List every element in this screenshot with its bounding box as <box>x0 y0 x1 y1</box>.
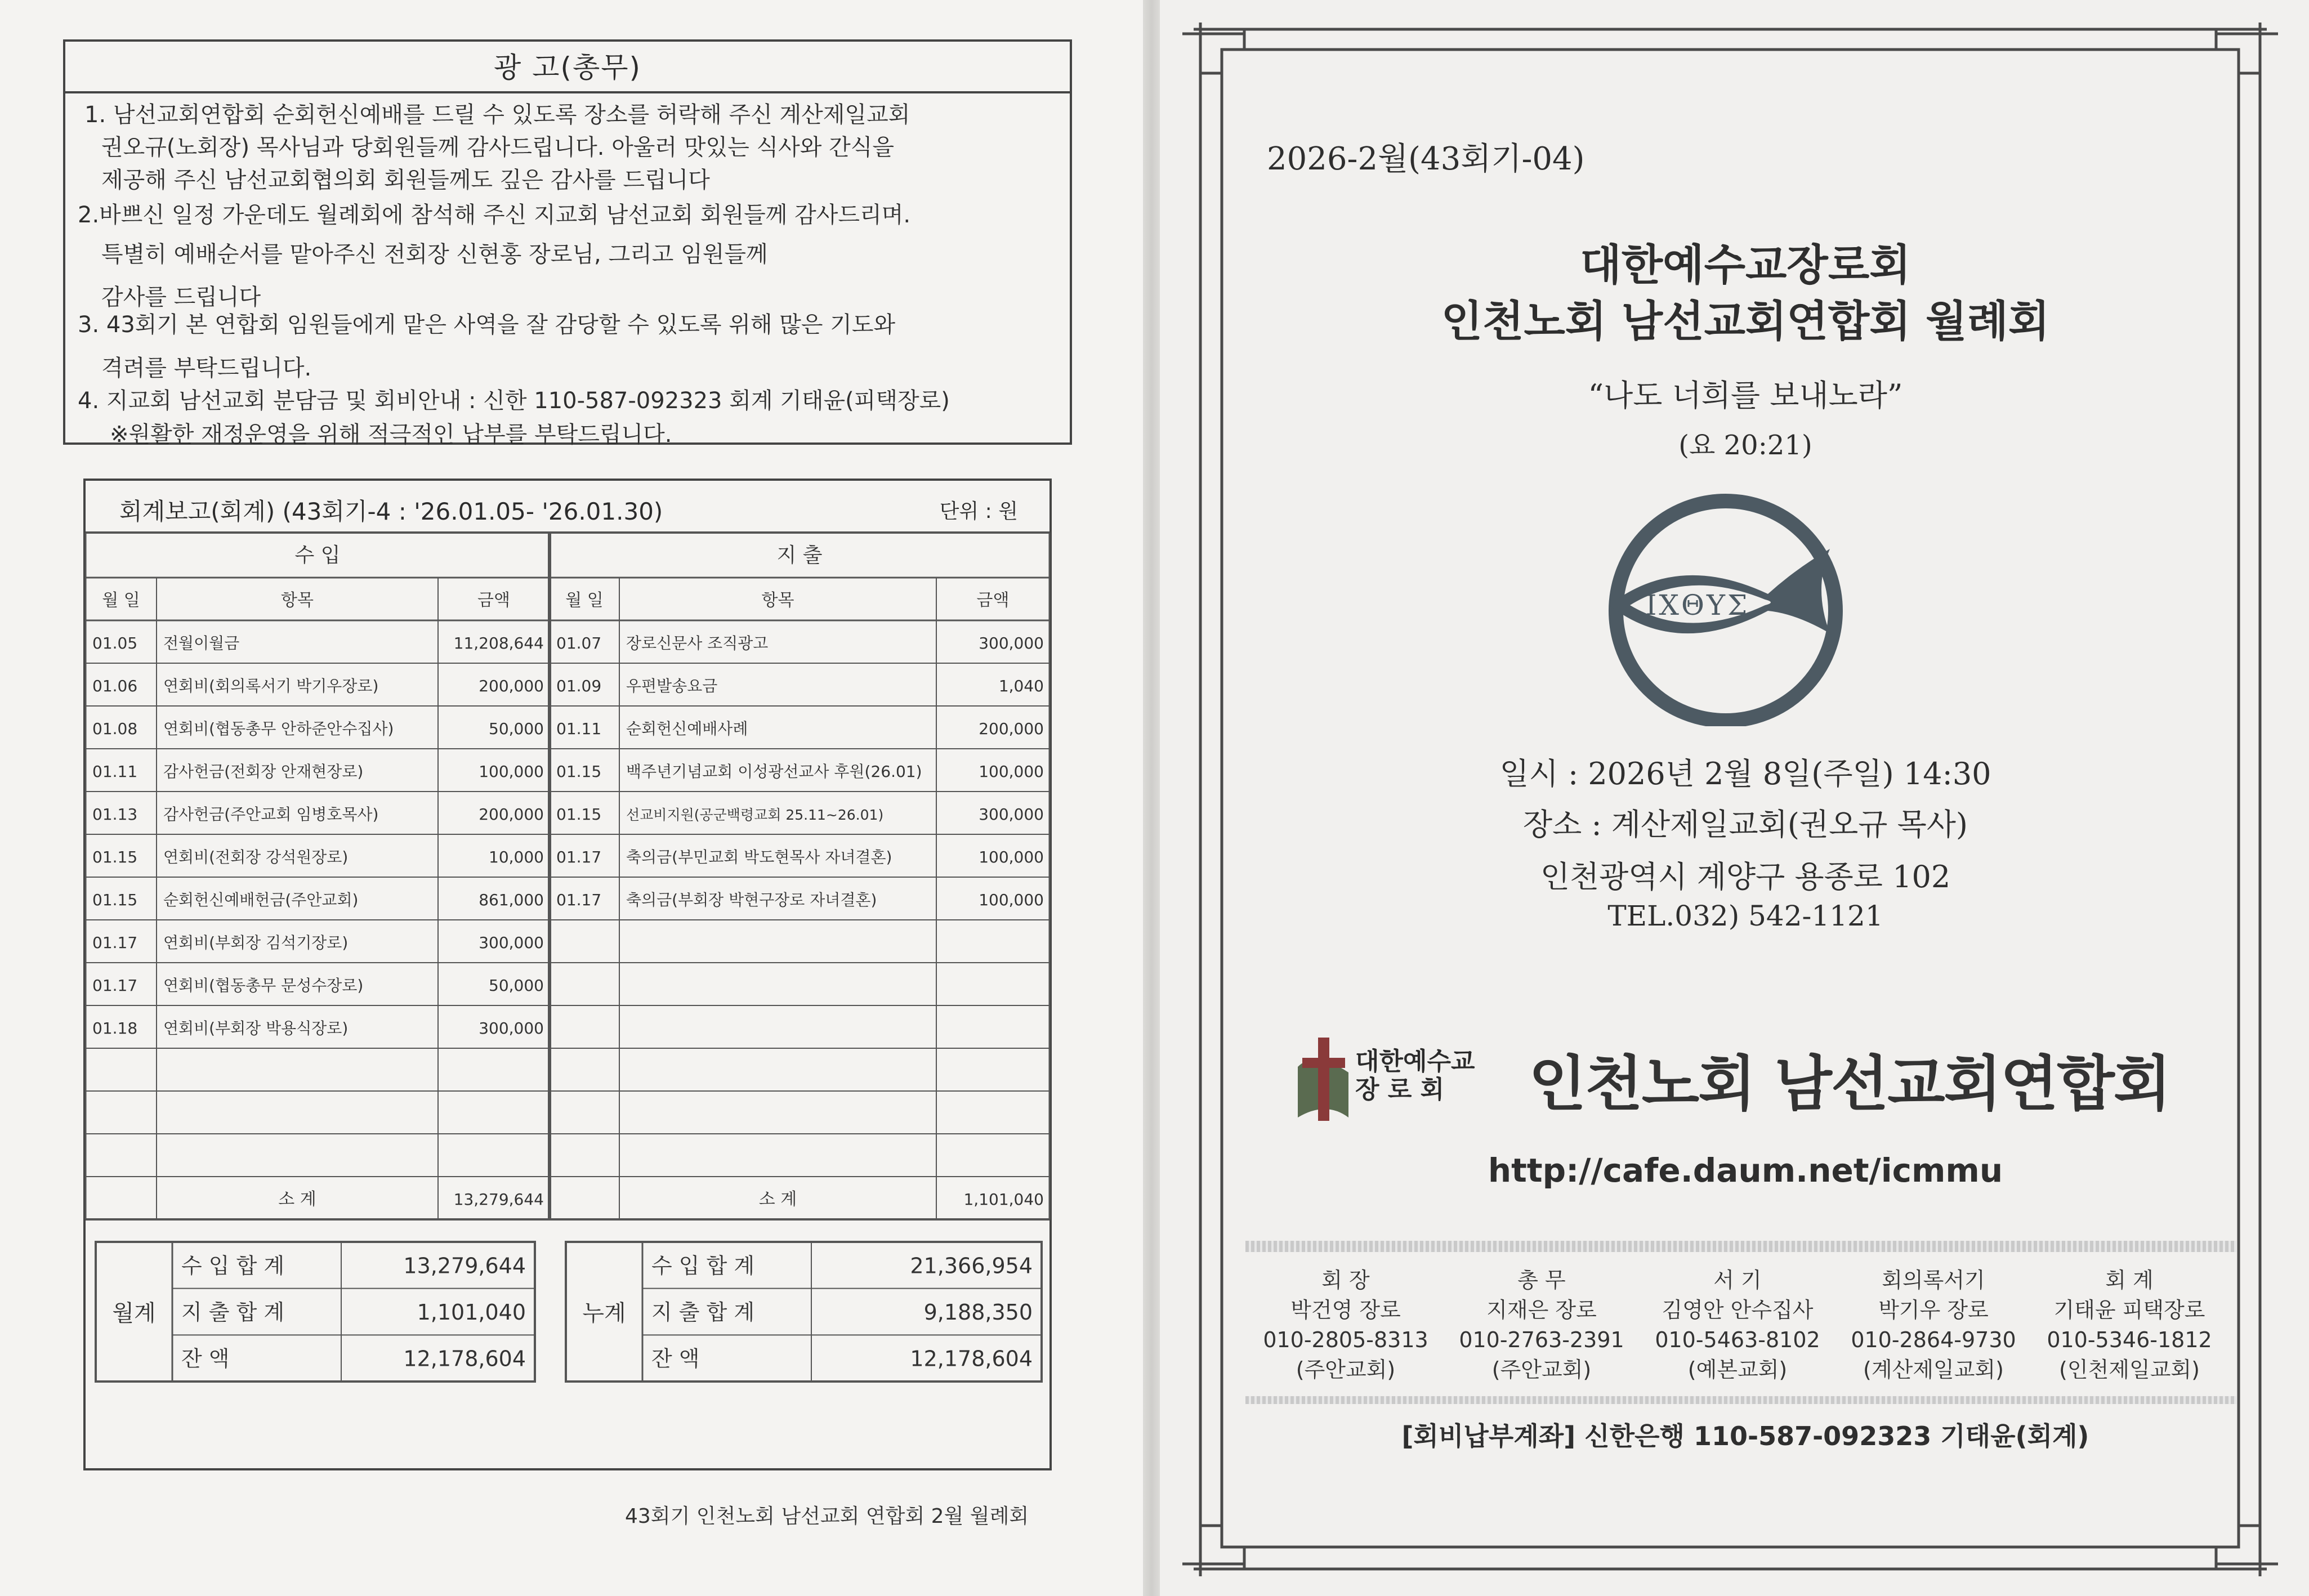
monthly-summary-row-value: 1,101,040 <box>417 1300 526 1325</box>
income-amount: 200,000 <box>479 805 544 824</box>
income-item: 연회비(회의록서기 박기우장로) <box>163 677 379 695</box>
report-title: 회계보고(회계) (43회기-4 : '26.01.05- '26.01.30) <box>119 498 663 525</box>
officer-name: 기태윤 피택장로 <box>2053 1298 2205 1322</box>
report-unit: 단위 : 원 <box>939 500 1018 523</box>
subtotal-label: 소 계 <box>278 1190 316 1209</box>
officer-card <box>1642 1266 1833 1385</box>
announcement-title: 광 고(총무) <box>65 42 1070 93</box>
announcement-line: 격려를 부탁드립니다. <box>101 355 312 381</box>
dues-account: [회비납부계좌] 신한은행 110-587-092323 기태윤(회계) <box>1401 1421 2089 1451</box>
announcement-line: 3. 43회기 본 연합회 임원들에게 맡은 사역을 잘 감당할 수 있도록 위해 많은 기도와 <box>78 312 896 338</box>
officer-name: 박기우 장로 <box>1878 1298 1989 1322</box>
income-date: 01.08 <box>92 719 138 738</box>
expense-amount: 100,000 <box>979 848 1044 866</box>
monthly-summary-row-value: 12,178,604 <box>403 1346 526 1371</box>
income-date: 01.06 <box>92 677 138 695</box>
monthly-summary-row-label: 지 출 합 계 <box>181 1300 285 1325</box>
officer-name: 지재은 장로 <box>1486 1298 1597 1322</box>
officer-card <box>1446 1266 1637 1385</box>
expense-header: 지 출 <box>776 544 823 567</box>
event-place: 장소 : 계산제일교회(권오규 목사) <box>1523 807 1968 842</box>
announcement-line: 2.바쁘신 일정 가운데도 월례회에 참석해 주신 지교회 남선교회 회원들께 감사드리며. <box>78 202 911 228</box>
income-date: 01.17 <box>92 933 138 952</box>
officer-phone: 010-5463-8102 <box>1655 1327 1820 1352</box>
income-item: 연회비(부회장 김석기장로) <box>163 933 349 952</box>
cumulative-summary-row-value: 21,366,954 <box>910 1253 1033 1278</box>
officer-role: 회 장 <box>1321 1268 1370 1293</box>
officer-card <box>2034 1266 2225 1385</box>
income-amount: 300,000 <box>479 1019 544 1038</box>
column-header: 항목 <box>761 591 794 610</box>
income-amount: 50,000 <box>489 719 544 738</box>
union-small-line: 장 로 회 <box>1355 1075 1445 1104</box>
issue-number: 2026-2월(43회기-04) <box>1267 141 1585 177</box>
expense-amount: 100,000 <box>979 762 1044 781</box>
officer-card <box>1250 1266 1441 1385</box>
income-amount: 100,000 <box>479 762 544 781</box>
subtotal-label: 소 계 <box>758 1190 797 1209</box>
expense-amount: 300,000 <box>979 634 1044 652</box>
expense-item: 축의금(부민교회 박도현목사 자녀결혼) <box>626 848 892 866</box>
expense-date: 01.11 <box>556 719 602 738</box>
income-item: 감사헌금(주안교회 임병호목사) <box>163 805 379 824</box>
income-item: 연회비(전회장 강석원장로) <box>163 848 349 866</box>
announcement-line: ※원활한 재정운영을 위해 적극적인 납부를 부탁드립니다. <box>110 422 672 448</box>
expense-date: 01.07 <box>556 634 602 652</box>
event-phone: TEL.032) 542-1121 <box>1607 900 1883 932</box>
expense-item: 장로신문사 조직광고 <box>626 634 769 652</box>
income-item: 감사헌금(전회장 안재현장로) <box>163 762 364 781</box>
monthly-summary-row-label: 잔 액 <box>181 1346 230 1371</box>
union-name: 인천노회 남선교회연합회 <box>1529 1049 2170 1119</box>
expense-amount: 1,040 <box>998 677 1044 695</box>
monthly-summary-row-value: 13,279,644 <box>403 1253 526 1278</box>
cumulative-summary-label: 누계 <box>582 1300 626 1326</box>
cumulative-summary-row-value: 9,188,350 <box>923 1300 1033 1325</box>
page-fold <box>1143 0 1160 1596</box>
officer-phone: 010-2805-8313 <box>1263 1327 1428 1352</box>
income-date: 01.13 <box>92 805 138 824</box>
income-amount: 200,000 <box>479 677 544 695</box>
column-header: 금액 <box>976 591 1010 610</box>
officer-divider <box>1245 1241 2236 1252</box>
expense-amount: 300,000 <box>979 805 1044 824</box>
officer-role: 서 기 <box>1713 1268 1762 1293</box>
organization-name: 대한예수교장로회 <box>1580 240 1911 290</box>
officer-card <box>1838 1266 2029 1385</box>
officer-phone: 010-2864-9730 <box>1851 1327 2016 1352</box>
event-address: 인천광역시 계양구 용종로 102 <box>1540 859 1951 895</box>
income-amount: 50,000 <box>489 976 544 995</box>
cafe-link[interactable]: http://cafe.daum.net/icmmu <box>1488 1151 2003 1190</box>
income-item: 연회비(부회장 박용식장로) <box>163 1019 349 1038</box>
income-item: 연회비(협동총무 문성수장로) <box>163 976 364 995</box>
expense-item: 선교비지원(공군백령교회 25.11~26.01) <box>626 807 884 823</box>
officer-name: 김영안 안수집사 <box>1662 1298 1814 1322</box>
income-header: 수 입 <box>294 544 341 567</box>
income-item: 연회비(협동총무 안하준안수집사) <box>163 719 394 738</box>
officer-role: 총 무 <box>1517 1268 1566 1293</box>
expense-amount: 200,000 <box>979 719 1044 738</box>
cumulative-summary-row-label: 지 출 합 계 <box>651 1300 755 1325</box>
cumulative-summary-row-label: 잔 액 <box>651 1346 700 1371</box>
income-date: 01.18 <box>92 1019 138 1038</box>
announcement-line: 1. 남선교회연합회 순회헌신예배를 드릴 수 있도록 장소를 허락해 주신 계산제일교회 <box>84 102 910 128</box>
event-date: 일시 : 2026년 2월 8일(주일) 14:30 <box>1499 756 1991 792</box>
event-title: 인천노회 남선교회연합회 월례회 <box>1441 296 2050 346</box>
announcement-line: 4. 지교회 남선교회 분담금 및 회비안내 : 신한 110-587-092323 회계 기태윤(피택장로) <box>78 388 950 414</box>
income-amount: 861,000 <box>479 891 544 909</box>
expense-item: 축의금(부회장 박현구장로 자녀결혼) <box>626 891 877 909</box>
column-header: 월 일 <box>102 591 140 610</box>
monthly-summary-row-label: 수 입 합 계 <box>181 1253 285 1278</box>
income-date: 01.11 <box>92 762 138 781</box>
announcement-line: 특별히 예배순서를 맡아주신 전회장 신현홍 장로님, 그리고 임원들께 <box>101 242 768 267</box>
expense-amount: 100,000 <box>979 891 1044 909</box>
union-small-label <box>1355 1048 1475 1104</box>
page-footer: 43회기 인천노회 남선교회 연합회 2월 월례회 <box>625 1505 1029 1528</box>
expense-date: 01.17 <box>556 891 602 909</box>
cumulative-summary-row-label: 수 입 합 계 <box>651 1253 755 1278</box>
motto: “나도 너희를 보내노라” <box>1588 378 1903 413</box>
expense-date: 01.17 <box>556 848 602 866</box>
motto-reference: (요 20:21) <box>1678 430 1812 461</box>
officer-church: (인천제일교회) <box>2059 1357 2200 1382</box>
income-date: 01.05 <box>92 634 138 652</box>
announcement-line: 제공해 주신 남선교회협의회 회원들께도 깊은 감사를 드립니다 <box>101 167 710 193</box>
income-amount: 300,000 <box>479 933 544 952</box>
income-date: 01.15 <box>92 848 138 866</box>
income-subtotal: 13,279,644 <box>453 1190 544 1209</box>
officer-role: 회의록서기 <box>1882 1268 1985 1293</box>
officer-phone: 010-2763-2391 <box>1459 1327 1624 1352</box>
expense-item: 우편발송요금 <box>626 677 718 695</box>
logo-text: IXΘΥΣ <box>1645 589 1750 622</box>
expense-item: 순회헌신예배사례 <box>626 719 748 738</box>
cross-icon <box>1292 1033 1354 1123</box>
officer-role: 회 계 <box>2105 1268 2154 1293</box>
union-logo <box>1292 1033 2187 1123</box>
officer-church: (예본교회) <box>1687 1357 1788 1382</box>
income-amount: 11,208,644 <box>453 634 544 652</box>
income-item: 순회헌신예배헌금(주안교회) <box>163 891 359 909</box>
officer-church: (주안교회) <box>1296 1357 1396 1382</box>
income-item: 전월이월금 <box>163 634 240 652</box>
officer-name: 박건영 장로 <box>1290 1298 1401 1322</box>
expense-date: 01.15 <box>556 805 602 824</box>
cumulative-summary-row-value: 12,178,604 <box>910 1346 1033 1371</box>
ledger-table <box>0 0 1143 1596</box>
expense-subtotal: 1,101,040 <box>963 1190 1044 1209</box>
expense-date: 01.15 <box>556 762 602 781</box>
income-date: 01.17 <box>92 976 138 995</box>
officer-church: (계산제일교회) <box>1863 1357 2004 1382</box>
income-amount: 10,000 <box>489 848 544 866</box>
column-header: 항목 <box>281 591 314 610</box>
column-header: 월 일 <box>565 591 604 610</box>
ichthys-fish-icon <box>1599 490 1869 726</box>
officer-church: (주안교회) <box>1491 1357 1592 1382</box>
officer-divider <box>1245 1396 2236 1404</box>
expense-item: 백주년기념교회 이성광선교사 후원(26.01) <box>626 762 922 781</box>
officer-phone: 010-5346-1812 <box>2047 1327 2212 1352</box>
expense-date: 01.09 <box>556 677 602 695</box>
announcement-line: 감사를 드립니다 <box>101 284 261 310</box>
announcement-line: 권오규(노회장) 목사님과 당회원들께 감사드립니다. 아울러 맛있는 식사와 간식을 <box>101 135 895 160</box>
income-date: 01.15 <box>92 891 138 909</box>
column-header: 금액 <box>477 591 510 610</box>
union-small-line: 대한예수교 <box>1355 1047 1475 1076</box>
monthly-summary-label: 월계 <box>112 1300 156 1326</box>
